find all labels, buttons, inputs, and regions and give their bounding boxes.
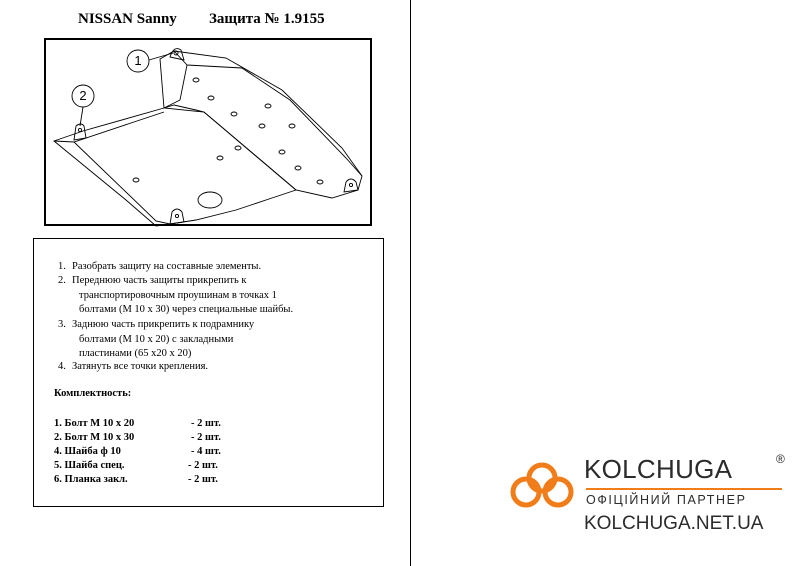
step-number: 3. bbox=[58, 319, 66, 330]
kit-item bbox=[54, 417, 221, 432]
kit-item bbox=[54, 445, 221, 460]
step-line: Разобрать защиту на составные элементы. bbox=[72, 261, 262, 272]
step-line: болтами (М 10 х 30) через специальные шайбы. bbox=[79, 304, 294, 315]
vehicle-model: NISSAN Sanny bbox=[78, 11, 177, 27]
kit-item bbox=[54, 459, 218, 474]
part-code: Защита № 1.9155 bbox=[209, 11, 325, 27]
kit-item-name: 5. Шайба спец. bbox=[54, 460, 125, 471]
kit-item-qty: - 4 шт. bbox=[191, 446, 221, 457]
kit-item-name: 6. Планка закл. bbox=[54, 474, 128, 485]
kit-item-qty: - 2 шт. bbox=[188, 474, 218, 485]
callout-1-label: 1 bbox=[134, 53, 142, 68]
step-line: пластинами (65 х20 х 20) bbox=[79, 348, 192, 359]
kit-item-name: 2. Болт М 10 х 30 bbox=[54, 432, 135, 443]
kit-item-name: 4. Шайба ф 10 bbox=[54, 446, 121, 457]
step-line: Переднюю часть защиты прикрепить к bbox=[72, 275, 247, 286]
rear-plate-outline bbox=[54, 105, 296, 226]
kit-item-qty: - 2 шт. bbox=[191, 432, 221, 443]
step-number: 1. bbox=[58, 261, 66, 272]
skid-plate-illustration bbox=[46, 40, 374, 228]
step-number: 4. bbox=[58, 361, 66, 372]
logo-partner-line: ОФІЦІЙНИЙ ПАРТНЕР bbox=[586, 493, 747, 507]
mounting-holes bbox=[133, 78, 323, 184]
step-line: Заднюю часть прикрепить к подрамнику bbox=[72, 319, 255, 330]
skid-plate-drawing bbox=[44, 38, 372, 226]
logo-brand: KOLCHUGA bbox=[584, 454, 733, 484]
logo-rule bbox=[586, 488, 782, 490]
step-line: болтами (М 10 х 20) с закладными bbox=[79, 333, 234, 345]
kit-item bbox=[54, 431, 221, 446]
front-mount-ear-right bbox=[344, 179, 358, 192]
callout-2-label: 2 bbox=[79, 88, 87, 103]
kit-item-qty: - 2 шт. bbox=[191, 418, 221, 429]
page-title bbox=[78, 11, 378, 31]
kit-heading: Комплектность: bbox=[54, 388, 132, 399]
kit-item bbox=[54, 473, 218, 488]
logo-website: KOLCHUGA.NET.UA bbox=[584, 513, 764, 534]
step-line: Затянуть все точки крепления. bbox=[72, 361, 209, 372]
front-plate-flange bbox=[164, 51, 362, 176]
registered-mark: ® bbox=[776, 452, 785, 466]
kolchuga-rings-icon bbox=[508, 458, 578, 518]
step-line: транспортировочным проушинам в точках 1 bbox=[79, 289, 277, 301]
kit-item-qty: - 2 шт. bbox=[188, 460, 218, 471]
instructions-box bbox=[33, 238, 384, 507]
page-divider bbox=[410, 0, 411, 566]
rear-plate-flange bbox=[54, 112, 170, 224]
kit-item-name: 1. Болт М 10 х 20 bbox=[54, 418, 135, 429]
step-number: 2. bbox=[58, 275, 66, 286]
kolchuga-logo bbox=[508, 452, 793, 542]
drain-opening bbox=[198, 192, 222, 208]
